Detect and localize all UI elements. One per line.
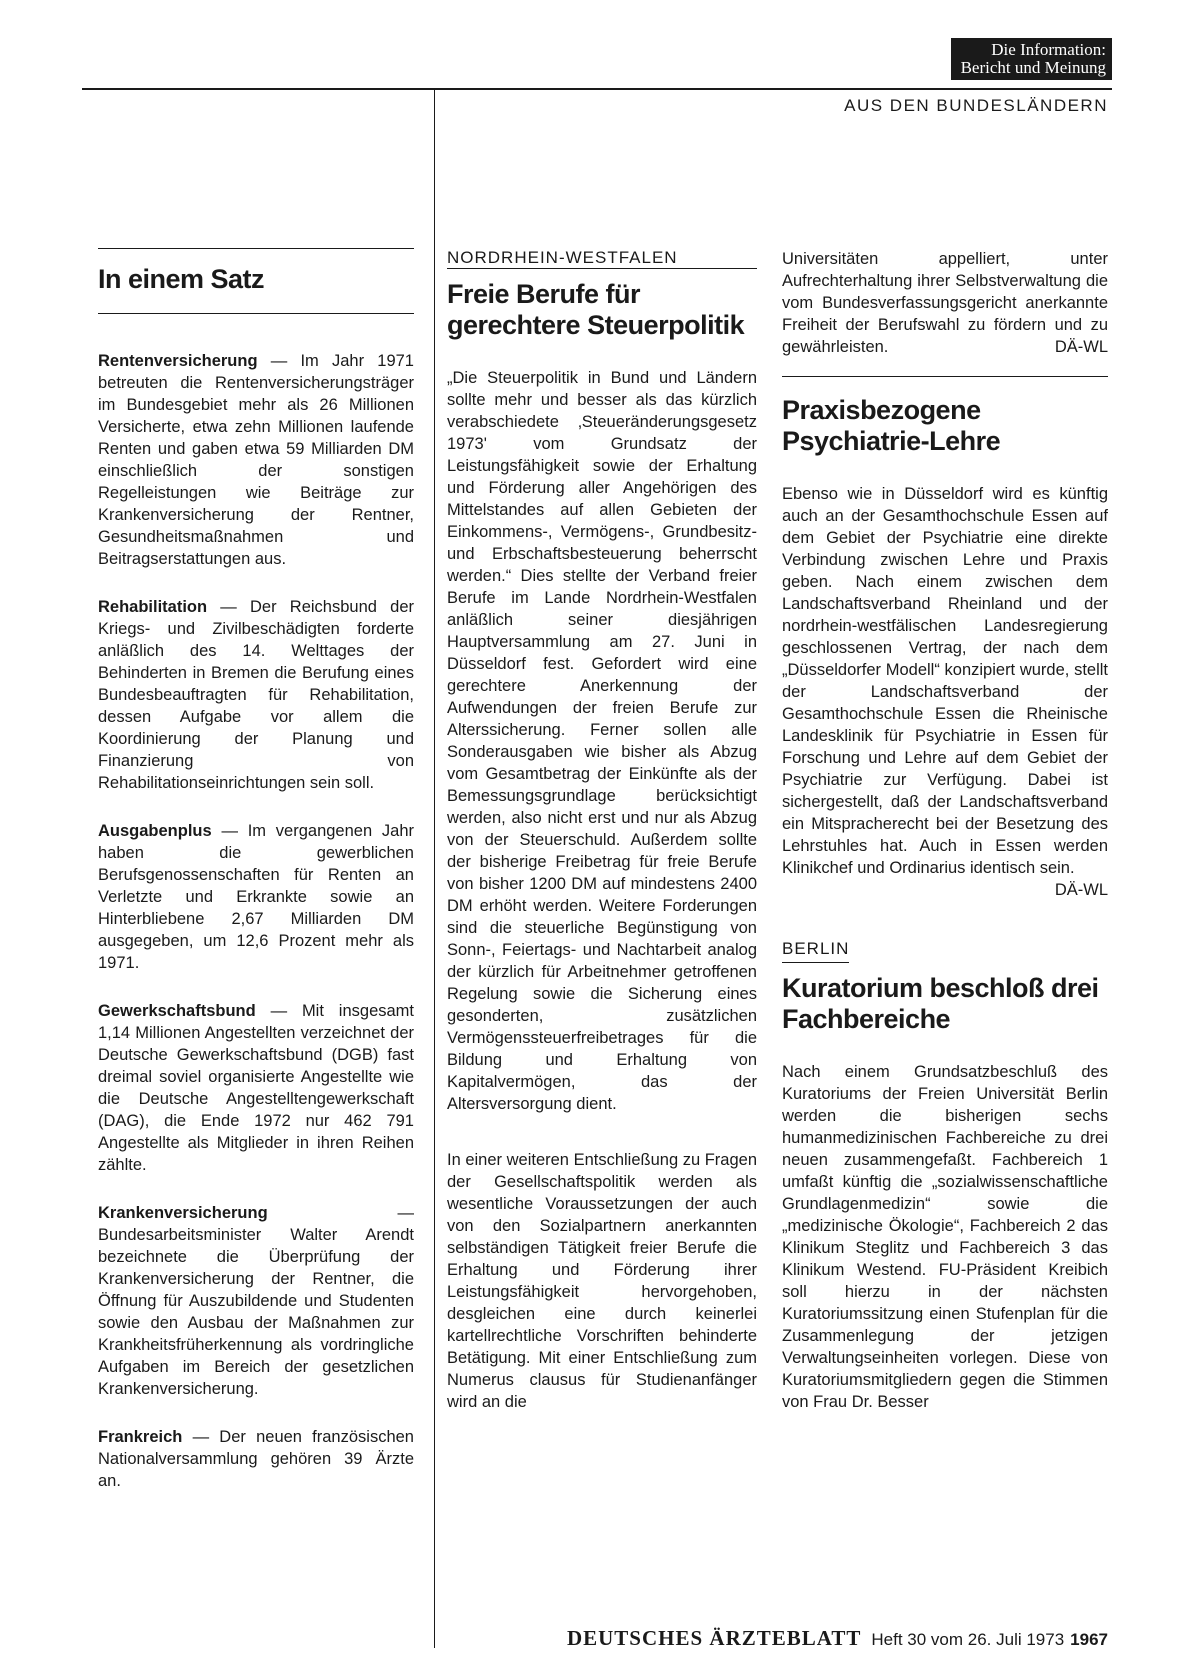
column-divider xyxy=(434,88,435,1648)
article-separator xyxy=(782,376,1108,377)
article-text: Ebenso wie in Düsseldorf wird es künftig auch an der Gesamthochschule Essen auf dem Gebiet der Psychiatrie eine direkte Verbindung zwischen Lehre und Praxis geben. Nach einem zwischen dem Landschaftsverband Rheinland und der nordrhein-westfälischen Landesregierung geschlossenen Vertrag, der nach dem „Düsseldorfer Modell“ konzipiert wurde, stellt der Landschaftsverband der Gesamthochschule Essen die Rheinische Landesklinik für Psychiatrie in Essen für Forschung und Lehre auf dem Gebiet der Psychiatrie zur Verfügung. Dabei ist sichergestellt, daß der Landschaftsverband ein Mitspracherecht bei der Besetzung des Lehrstuhles hat. Auch in Essen werden Klinikchef und Ordinarius identisch sein. xyxy=(782,485,1108,877)
section-badge xyxy=(951,38,1112,80)
brief-item xyxy=(98,1426,414,1492)
author-signature: DÄ-WL xyxy=(1054,881,1108,899)
continued-text: Universitäten appelliert, unter Aufrechterhaltung ihrer Selbstverwaltung die vom Bundesverfassungsgericht anerkannte Freiheit der Berufswahl zu fördern und zu gewährleisten. xyxy=(782,250,1108,356)
page-footer xyxy=(567,1626,1108,1651)
brief-item xyxy=(98,1000,414,1176)
brief-text: — Im Jahr 1971 betreuten die Rentenversicherungsträger im Bundesgebiet mehr als 26 Millionen Versicherte, etwa zehn Millionen laufende Renten und gaben etwa 59 Milliarden DM einschließlich der sonstigen Regelleistungen wie Beiträge zur Krankenversicherung der Rentner, Gesundheitsmaßnahmen und Beitragserstattungen aus. xyxy=(98,352,414,568)
brief-term: Ausgabenplus xyxy=(98,822,212,840)
brief-term: Rentenversicherung xyxy=(98,352,258,370)
article-paragraph: „Die Steuerpolitik in Bund und Ländern sollte mehr und besser als das kürzlich verabschiedete ‚Steueränderungsgesetz 1973' vom Grundsatz der Leistungsfähigkeit sowie der Erhaltung und Förderung aller Angehörigen des Mittelstandes auf allen Gebieten der Einkommens-, Vermögens-, Grundbesitz- und Erbschaftsbesteuerung beherrscht werden.“ Dies stellte der Verband freier Berufe im Lande Nordrhein-Westfalen anläßlich seiner diesjährigen Hauptversammlung am 27. Juni in Düsseldorf fest. Gefordert wird eine gerechtere Anerkennung der Aufwendungen der freien Berufe zur Alterssicherung. Ferner sollen alle Sonderausgaben wie bisher als Abzug vom Gesamtbetrag der Einkünfte als der Bemessungsgrundlage berücksichtigt werden, also nicht erst und nur als Abzug von der Steuerschuld. Außerdem sollte der bisherige Freibetrag für freie Berufe von bisher 1200 DM auf mindestens 2400 DM erhöht werden. Weitere Forderungen sind die steuerliche Begünstigung von Sonn-, Feiertags- und Nachtarbeit analog der kürzlich für Arbeitnehmer getroffenen Regelung sowie die Sicherung eines gesonderten, zusätzlichen Vermögenssteuerfreibetrages für die Bildung und Erhaltung von Kapitalvermögen, das der Altersversorgung dient. xyxy=(447,369,757,1113)
magazine-name: DEUTSCHES ÄRZTEBLATT xyxy=(566,1626,862,1650)
brief-term: Frankreich xyxy=(98,1428,183,1446)
column-briefs xyxy=(98,248,414,1518)
brief-item xyxy=(98,1202,414,1400)
article-headline: Freie Berufe für gerechtere Steuerpolitik xyxy=(447,279,745,340)
brief-text: — Der Reichsbund der Kriegs- und Zivilbeschädigten forderte anläßlich des 14. Welttages der Behinderten in Bremen die Berufung eines Bundesbeauftragten für Rehabilitation, dessen Aufgabe vor allem die Koordinierung der Planung und Finanzierung von Rehabilitationseinrichtungen sein soll. xyxy=(98,598,414,792)
brief-term: Krankenversicherung xyxy=(98,1204,268,1222)
brief-item xyxy=(98,820,414,974)
brief-text: — Der neuen französischen Nationalversammlung gehören 39 Ärzte an. xyxy=(98,1428,414,1490)
badge-line-1: Die Information: xyxy=(991,40,1106,59)
brief-item xyxy=(98,596,414,794)
article-paragraph: In einer weiteren Entschließung zu Fragen der Gesellschaftspolitik werden als wesentliche Voraussetzungen der auch von den Sozialpartnern anerkannten selbständigen Tätigkeit freier Berufe die Erhaltung und Förderung ihrer Leistungsfähigkeit hervorgehoben, desgleichen eine durch keinerlei kartellrechtliche Vorschriften behinderte Betätigung. Mit einer Entschließung zum Numerus clausus für Studienanfänger wird an die xyxy=(447,1151,758,1411)
article-headline: Kuratorium beschloß drei Fachbereiche xyxy=(782,973,1099,1034)
column-nrw-article xyxy=(447,248,757,1413)
column-right xyxy=(782,248,1108,1413)
brief-item xyxy=(98,350,414,570)
author-signature: DÄ-WL xyxy=(1054,338,1108,356)
section-label: AUS DEN BUNDESLÄNDERN xyxy=(844,96,1108,115)
region-label-wrap xyxy=(447,248,757,269)
article-paragraph xyxy=(782,483,1108,899)
brief-term: Rehabilitation xyxy=(98,598,208,616)
article-paragraph: Nach einem Grundsatzbeschluß des Kuratoriums der Freien Universität Berlin werden die bisherigen sechs humanmedizinischen Fachbereiche zu drei neuen zusammengefaßt. Fachbereich 1 umfaßt künftig die „sozialwissenschaftliche Grundlagenmedizin“ sowie die „medizinische Ökologie“, Fachbereich 2 das Klinikum Steglitz und Fachbereich 3 das Klinikum Westend. FU-Präsident Kreibich soll hierzu in der nächsten Kuratoriumssitzung einen Stufenplan für die Zusammenlegung der jetzigen Verwaltungseinheiten vorlegen. Diese von Kuratoriumsmitgliedern gegen die Stimmen von Frau Dr. Besser xyxy=(782,1063,1108,1411)
brief-term: Gewerkschaftsbund xyxy=(98,1002,256,1020)
brief-text: — Mit insgesamt 1,14 Millionen Angestellten verzeichnet der Deutsche Gewerkschaftsbund (DGB) fast dreimal soviel organisierte Angestellte wie die Deutsche Angestelltengewerkschaft (DAG), die Ende 1972 nur 462 791 Angestellte als Mitglieder in ihren Reihen zählte. xyxy=(98,1002,414,1174)
briefs-top-rule xyxy=(98,248,414,249)
brief-text: — Bundesarbeitsminister Walter Arendt bezeichnete die Überprüfung der Krankenversicherung der Rentner, die Öffnung für Auszubildende und Studenten sowie den Ausbau der Maßnahmen zur Krankheitsfrüherkennung als vordringliche Aufgaben im Bereich der gesetzlichen Krankenversicherung. xyxy=(98,1204,414,1398)
page-number: 1967 xyxy=(1070,1630,1108,1649)
article-headline: Praxisbezogene Psychiatrie-Lehre xyxy=(782,395,1001,456)
continued-paragraph xyxy=(782,248,1108,358)
issue-info: Heft 30 vom 26. Juli 1973 xyxy=(871,1630,1065,1649)
brief-text: — Im vergangenen Jahr haben die gewerblichen Berufsgenossenschaften für Renten an Verletzte und Erkrankte sowie an Hinterbliebene 2,67 Milliarden DM ausgegeben, um 12,6 Prozent mehr als 1971. xyxy=(98,822,414,972)
region-label: NORDRHEIN-WESTFALEN xyxy=(447,248,678,267)
briefs-title: In einem Satz xyxy=(98,264,265,294)
region-label: BERLIN xyxy=(782,939,849,963)
top-rule xyxy=(82,88,1112,90)
region-label-wrap xyxy=(782,939,1108,963)
badge-line-2: Bericht und Meinung xyxy=(960,58,1106,77)
